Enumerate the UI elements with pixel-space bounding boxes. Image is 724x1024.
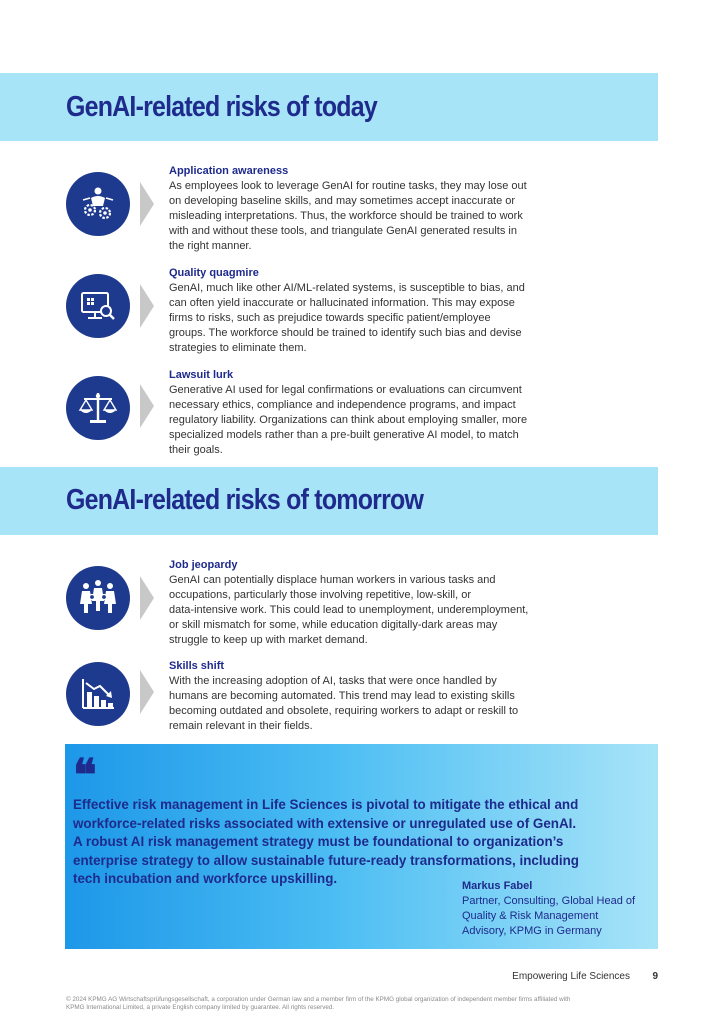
- text-line: misleading interpretations. Thus, the workforce should be trained to work: [169, 210, 523, 222]
- text-line: their goals.: [169, 444, 223, 456]
- text-line: Generative AI used for legal confirmations or evaluations can circumvent: [169, 384, 522, 396]
- quote-attribution: [462, 879, 652, 939]
- risk-description: [169, 383, 554, 458]
- risk-description: [169, 179, 554, 254]
- text-line: With the increasing adoption of AI, tasks that were once handled by: [169, 675, 497, 687]
- copyright-line: KPMG International Limited, a private English company limited by guarantee. All rights reserved.: [66, 1004, 335, 1011]
- risk-title: Application awareness: [169, 165, 289, 177]
- quote-line: enterprise strategy to allow sustainable future-ready transformations, including: [73, 852, 579, 868]
- text-line: regulatory liability. Organizations can think about employing smaller, more: [169, 414, 528, 426]
- quote-line: Effective risk management in Life Sciences is pivotal to mitigate the ethical and: [73, 797, 579, 812]
- text-line: struggle to keep up with market demand.: [169, 634, 368, 646]
- text-line: humans are becoming automated. This trend may lead to existing skills: [169, 690, 515, 702]
- copyright-line: © 2024 KPMG AG Wirtschaftsprüfungsgesellschaft, a corporation under German law and a member firm of the KPMG global organization of independent member firms affiliated with: [66, 996, 571, 1003]
- text-line: with and without these tools, and triangulate GenAI generated results in: [169, 225, 517, 237]
- text-line: specialized models rather than a pre-built generative AI model, to match: [169, 429, 519, 441]
- text-line: becoming outdated and obsolete, requiring workers to adapt or reskill to: [169, 705, 519, 717]
- risk-item-application-awareness: [169, 164, 554, 254]
- monitor-magnifier-icon: [66, 274, 130, 338]
- people-gears-icon: [66, 172, 130, 236]
- chevron-right-icon: [140, 384, 154, 428]
- quote-author-role: Quality & Risk Management: [462, 910, 599, 922]
- text-line: As employees look to leverage GenAI for routine tasks, they may lose out: [169, 180, 527, 192]
- text-line: groups. The workforce should be trained to identify such bias and devise: [169, 327, 522, 339]
- text-line: can often yield inaccurate or hallucinated information. This may expose: [169, 297, 515, 309]
- footer-publication-title: Empowering Life Sciences: [512, 971, 630, 982]
- quote-mark-icon: ❝: [73, 751, 97, 800]
- text-line: strategies to eliminate them.: [169, 342, 307, 354]
- risk-item-job-jeopardy: [169, 558, 554, 648]
- section-banner-tomorrow: [0, 467, 658, 535]
- quote-author: Markus Fabel: [462, 880, 533, 892]
- risk-description: [169, 281, 554, 356]
- workers-group-icon: [66, 566, 130, 630]
- chevron-right-icon: [140, 576, 154, 620]
- risk-title: Quality quagmire: [169, 267, 259, 279]
- section-heading-tomorrow: GenAI-related risks of tomorrow: [66, 484, 424, 516]
- copyright-notice: [66, 996, 656, 1012]
- page-number: 9: [652, 971, 658, 982]
- text-line: occupations, particularly those involving repetitive, low-skill, or: [169, 589, 472, 601]
- risk-item-skills-shift: [169, 659, 554, 734]
- quote-author-role: Advisory, KPMG in Germany: [462, 925, 602, 937]
- text-line: GenAI can potentially displace human workers in various tasks and: [169, 574, 496, 586]
- quote-author-role: Partner, Consulting, Global Head of: [462, 895, 636, 907]
- quote-text: [73, 796, 653, 889]
- risk-item-quality-quagmire: [169, 266, 554, 356]
- risk-title: Skills shift: [169, 660, 225, 672]
- risk-description: [169, 674, 554, 734]
- section-banner-today: [0, 73, 658, 141]
- text-line: on developing baseline skills, and may sometimes accept inaccurate or: [169, 195, 516, 207]
- section-heading-today: GenAI-related risks of today: [66, 91, 377, 123]
- risk-description: [169, 573, 554, 648]
- risk-title: Lawsuit lurk: [169, 369, 234, 381]
- risk-item-lawsuit-lurk: [169, 368, 554, 458]
- quote-box: [65, 744, 658, 949]
- chevron-right-icon: [140, 284, 154, 328]
- text-line: data-intensive work. This could lead to unemployment, underemployment,: [169, 604, 529, 616]
- text-line: firms to risks, such as prejudice towards specific patient/employee: [169, 312, 491, 324]
- chevron-right-icon: [140, 670, 154, 714]
- quote-line: workforce-related risks associated with extensive or unregulated use of GenAI.: [73, 815, 577, 831]
- text-line: necessary ethics, compliance and independence programs, and impact: [169, 399, 516, 411]
- chevron-right-icon: [140, 182, 154, 226]
- quote-line: A robust AI risk management strategy must be foundational to organization’s: [73, 834, 564, 849]
- scales-icon: [66, 376, 130, 440]
- text-line: remain relevant in their fields.: [169, 720, 313, 732]
- text-line: GenAI, much like other AI/ML-related systems, is susceptible to bias, and: [169, 282, 525, 294]
- risk-title: Job jeopardy: [169, 559, 238, 571]
- quote-line: tech incubation and workforce upskilling.: [73, 871, 338, 886]
- text-line: or skill mismatch for some, while education digitally-dark areas may: [169, 619, 498, 631]
- text-line: the right manner.: [169, 240, 252, 252]
- declining-chart-icon: [66, 662, 130, 726]
